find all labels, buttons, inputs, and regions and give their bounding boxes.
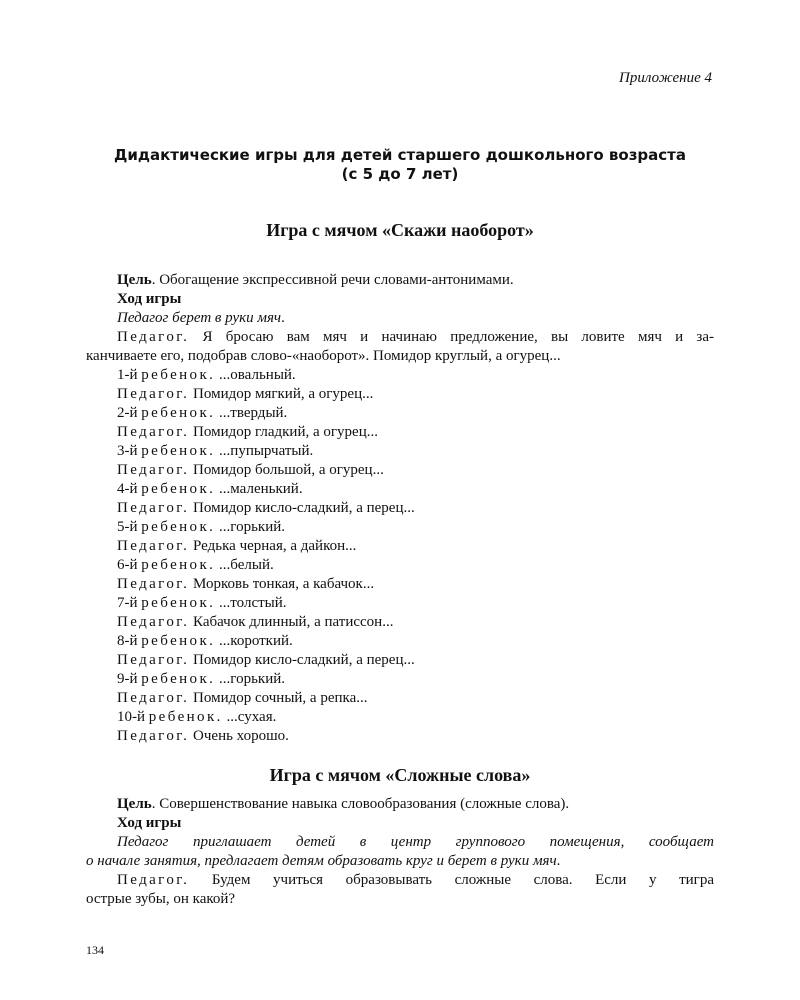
game1-body [86,271,714,746]
speech: Морковь тонкая, а кабачок... [189,576,375,592]
dialog-line [86,556,714,575]
game2-intro-line-b [86,852,714,871]
dialog-line [86,727,714,746]
game2-body [86,795,714,909]
dialog-line [86,651,714,670]
speech: Помидор кисло-сладкий, а перец... [189,652,415,668]
speech: ...сухая. [222,709,277,725]
speech: Помидор большой, а огурец... [189,462,384,478]
game1-teacher-line-a [86,328,714,347]
speech: ...горький. [215,519,286,535]
dialog-line [86,366,714,385]
speaker: Педагог. [117,690,190,706]
speaker: ребенок. [141,443,216,459]
dialog-line [86,613,714,632]
game2-goal [86,795,714,814]
dialog-line-number: 3-й [117,443,142,459]
dialog-line [86,708,714,727]
goal-label: Цель [117,796,152,812]
speech: ...твердый. [215,405,288,421]
speaker: ребенок. [141,633,216,649]
speech: Очень хорошо. [189,728,289,744]
game1-course-label: Ход игры [117,291,182,307]
speech: ...маленький. [215,481,303,497]
intro-italic: Педагог берет в руки мяч [117,310,282,326]
speech: ...короткий. [215,633,293,649]
goal-label: Цель [117,272,152,288]
speech: ...пупырчатый. [215,443,314,459]
dialog-line [86,404,714,423]
speaker: ребенок. [141,405,216,421]
speaker: Педагог. [117,329,190,345]
speech: Кабачок длинный, а патиссон... [189,614,394,630]
dialog-line [86,670,714,689]
speech: Редька черная, а дайкон... [189,538,357,554]
speech: ...толстый. [215,595,287,611]
dialog-line [86,689,714,708]
speaker: Педагог. [117,538,190,554]
intro-dot: . [556,853,561,869]
dialog-line-number: 10-й [117,709,149,725]
dialog-line [86,518,714,537]
speech: Помидор мягкий, а огурец... [189,386,374,402]
speaker: ребенок. [141,595,216,611]
dialog-line [86,423,714,442]
speaker: ребенок. [141,519,216,535]
speech: Помидор кисло-сладкий, а перец... [189,500,415,516]
dialog-line-number: 2-й [117,405,142,421]
speaker: ребенок. [148,709,223,725]
dialog-line [86,499,714,518]
speaker: Педагог. [117,614,190,630]
dialog-line-number: 4-й [117,481,142,497]
game1-teacher-line-b: канчиваете его, подобрав слово-«наоборот». Помидор круглый, а огурец... [86,348,561,364]
speech: ...горький. [215,671,286,687]
dialog-line [86,480,714,499]
dialog-line-number: 8-й [117,633,142,649]
game2-title: Игра с мячом «Сложные слова» [269,765,531,785]
speaker: Педагог. [117,728,190,744]
dialog-line [86,594,714,613]
dialog-line [86,385,714,404]
speaker: ребенок. [141,481,216,497]
speaker: ребенок. [141,367,216,383]
speaker: ребенок. [141,671,216,687]
main-title-line2: (с 5 до 7 лет) [341,165,459,183]
intro-italic: о начале занятия, предлагает детям образовать круг и берет в руки мяч [86,853,557,869]
game1-dialog [86,366,714,746]
dialog-line [86,461,714,480]
dialog-line-number: 5-й [117,519,142,535]
speech: ...овальный. [215,367,296,383]
main-title-line1: Дидактические игры для детей старшего дошкольного возраста [114,146,686,164]
speech: Будем учиться образовывать сложные слова. Если у тигра [189,872,714,888]
speaker: ребенок. [141,557,216,573]
speaker: Педагог. [117,872,190,888]
game2-course-label: Ход игры [117,815,182,831]
speech: Я бросаю вам мяч и начинаю предложение, вы ловите мяч и за- [189,329,714,345]
speaker: Педагог. [117,500,190,516]
main-title [60,146,740,184]
speech: Помидор гладкий, а огурец... [189,424,378,440]
goal-text: . Обогащение экспрессивной речи словами-антонимами. [151,272,514,288]
dialog-line-number: 1-й [117,367,142,383]
speaker: Педагог. [117,652,190,668]
speaker: Педагог. [117,576,190,592]
speaker: Педагог. [117,462,190,478]
speech: ...белый. [215,557,274,573]
game2-teacher-line-b: острые зубы, он какой? [86,891,236,907]
game1-goal [86,271,714,290]
appendix-label: Приложение 4 [619,70,712,86]
dialog-line-number: 9-й [117,671,142,687]
goal-text: . Совершенствование навыка словообразования (сложные слова). [151,796,570,812]
page-number: 134 [86,943,104,957]
speaker: Педагог. [117,386,190,402]
dialog-line [86,442,714,461]
dialog-line-number: 7-й [117,595,142,611]
speaker: Педагог. [117,424,190,440]
intro-dot: . [281,310,285,326]
game2-intro-line-a: Педагог приглашает детей в центр группового помещения, сообщает [117,834,714,850]
dialog-line [86,632,714,651]
game1-intro [86,309,714,328]
dialog-line [86,575,714,594]
game2-teacher-line-a [86,871,714,890]
game1-title: Игра с мячом «Скажи наоборот» [266,220,534,240]
dialog-line-number: 6-й [117,557,142,573]
speech: Помидор сочный, а репка... [189,690,368,706]
dialog-line [86,537,714,556]
